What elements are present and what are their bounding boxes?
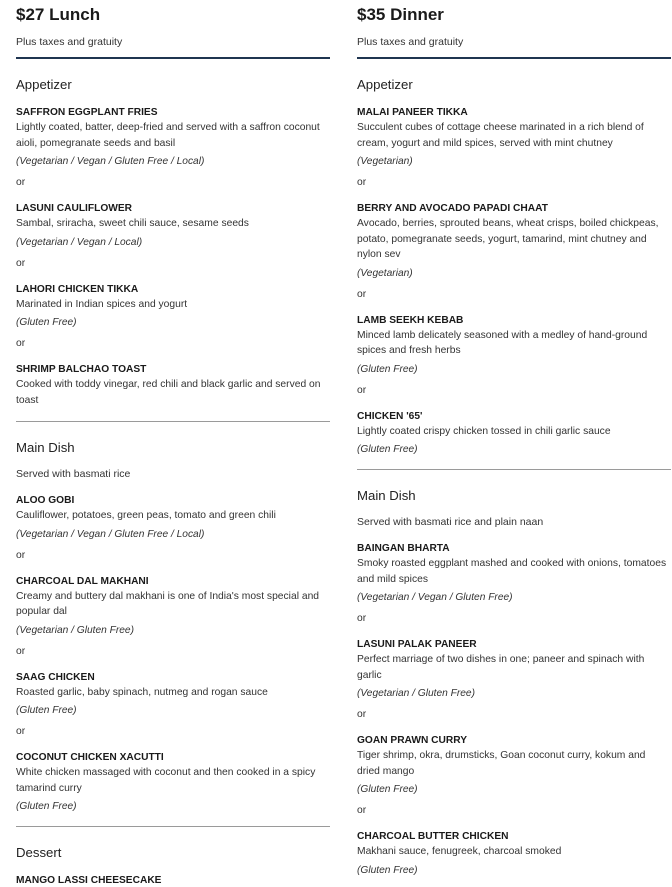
- menu-item: [16, 363, 330, 408]
- or-separator: or: [16, 257, 26, 269]
- or-separator: or: [357, 805, 367, 816]
- or-separator: or: [357, 288, 367, 300]
- item-dietary-tags: (Vegetarian / Gluten Free): [357, 688, 475, 699]
- menu-item: [16, 494, 330, 541]
- item-dietary-tags: (Gluten Free): [357, 784, 418, 795]
- item-name: COCONUT CHICKEN XACUTTI: [16, 752, 164, 763]
- item-dietary-tags: (Gluten Free): [16, 705, 77, 716]
- section-divider: [16, 421, 330, 422]
- dinner-main-dish-section: [357, 488, 671, 877]
- item-name: SAFFRON EGGPLANT FRIES: [16, 107, 158, 118]
- item-description: Roasted garlic, baby spinach, nutmeg and rogan sauce: [16, 686, 268, 698]
- dinner-appetizer-section: [357, 77, 671, 470]
- dinner-title-divider: [357, 57, 671, 59]
- item-dietary-tags: (Vegetarian): [357, 156, 413, 167]
- dinner-column: [357, 0, 671, 877]
- menu-item: [16, 751, 330, 813]
- item-dietary-tags: (Vegetarian / Vegan / Local): [16, 236, 143, 248]
- item-name: LASUNI PALAK PANEER: [357, 639, 477, 650]
- menu-item: [16, 671, 330, 718]
- item-name: CHICKEN '65': [357, 410, 423, 422]
- section-title: Main Dish: [357, 488, 416, 503]
- item-description: Makhani sauce, fenugreek, charcoal smoked: [357, 846, 562, 857]
- dinner-subtitle: Plus taxes and gratuity: [357, 36, 464, 48]
- item-description: Avocado, berries, sprouted beans, wheat crisps, boiled chickpeas, potato, pomegranate seeds, yogurt, tamarind, mint chutney and nylon sev: [357, 218, 659, 260]
- or-separator: or: [357, 384, 367, 396]
- section-title: Main Dish: [16, 440, 75, 455]
- dinner-title: $35 Dinner: [357, 5, 444, 24]
- item-name: CHARCOAL BUTTER CHICKEN: [357, 831, 509, 842]
- item-dietary-tags: (Vegetarian): [357, 267, 413, 279]
- item-name: BAINGAN BHARTA: [357, 543, 450, 554]
- item-description: Lightly coated, batter, deep-fried and served with a saffron coconut aioli, pomegranate seeds and basil: [16, 122, 320, 149]
- item-description: Smoky roasted eggplant mashed and cooked with onions, tomatoes and mild spices: [357, 558, 667, 585]
- or-separator: or: [357, 709, 367, 720]
- item-description: Sambal, sriracha, sweet chili sauce, sesame seeds: [16, 218, 249, 229]
- lunch-title-divider: [16, 57, 330, 59]
- item-description: Succulent cubes of cottage cheese marinated in a rich blend of cream, yogurt and mild spices, served with mint chutney: [357, 122, 644, 149]
- menu-item: [16, 106, 330, 168]
- menu-item: [357, 638, 671, 700]
- item-name: SAAG CHICKEN: [16, 671, 95, 683]
- menu-item: [357, 830, 671, 877]
- section-divider: [16, 826, 330, 827]
- lunch-title: $27 Lunch: [16, 5, 101, 24]
- menu-item: [357, 314, 671, 376]
- or-separator: or: [16, 338, 26, 349]
- menu-item: [357, 410, 671, 457]
- lunch-subtitle: Plus taxes and gratuity: [16, 36, 123, 48]
- item-dietary-tags: (Vegetarian / Vegan / Gluten Free / Local): [16, 528, 205, 540]
- item-name: LAHORI CHICKEN TIKKA: [16, 283, 139, 295]
- item-dietary-tags: (Gluten Free): [357, 444, 418, 455]
- item-name: MALAI PANEER TIKKA: [357, 107, 468, 118]
- menu-item: [16, 202, 330, 249]
- item-description: Lightly coated crispy chicken tossed in chili garlic sauce: [357, 425, 611, 437]
- or-separator: or: [16, 549, 26, 561]
- item-name: MANGO LASSI CHEESECAKE: [16, 875, 162, 886]
- item-dietary-tags: (Vegetarian / Vegan / Gluten Free): [357, 592, 513, 603]
- lunch-column: [16, 0, 330, 887]
- lunch-main-dish-section: [16, 440, 330, 827]
- item-name: GOAN PRAWN CURRY: [357, 735, 467, 746]
- menu-item: [357, 542, 671, 604]
- or-separator: or: [357, 613, 367, 624]
- item-name: LASUNI CAULIFLOWER: [16, 203, 133, 214]
- menu-item: [16, 283, 330, 330]
- or-separator: or: [357, 177, 367, 188]
- item-dietary-tags: (Gluten Free): [357, 864, 418, 876]
- item-dietary-tags: (Gluten Free): [357, 363, 418, 375]
- section-title: Dessert: [16, 845, 62, 860]
- item-dietary-tags: (Gluten Free): [16, 317, 77, 328]
- item-description: Marinated in Indian spices and yogurt: [16, 298, 188, 310]
- item-description: Tiger shrimp, okra, drumsticks, Goan coconut curry, kokum and dried mango: [357, 750, 646, 777]
- section-note: Served with basmati rice: [16, 468, 131, 480]
- item-description: White chicken massaged with coconut and then cooked in a spicy tamarind curry: [16, 767, 316, 794]
- item-description: Perfect marriage of two dishes in one; paneer and spinach with garlic: [357, 654, 645, 681]
- item-description: Minced lamb delicately seasoned with a medley of hand-ground spices and fresh herbs: [357, 329, 648, 356]
- item-dietary-tags: (Vegetarian / Gluten Free): [16, 624, 134, 636]
- or-separator: or: [16, 726, 26, 737]
- menu-item: [357, 734, 671, 796]
- menu-item: [357, 106, 671, 168]
- item-description: Cauliflower, potatoes, green peas, tomato and green chili: [16, 510, 276, 521]
- item-name: BERRY AND AVOCADO PAPADI CHAAT: [357, 203, 548, 214]
- item-name: CHARCOAL DAL MAKHANI: [16, 575, 149, 587]
- or-separator: or: [16, 645, 26, 657]
- item-dietary-tags: (Gluten Free): [16, 801, 77, 812]
- item-description: Creamy and buttery dal makhani is one of India's most special and popular dal: [16, 590, 320, 617]
- item-description: Cooked with toddy vinegar, red chili and black garlic and served on toast: [16, 379, 321, 406]
- section-title: Appetizer: [357, 77, 413, 92]
- item-name: LAMB SEEKH KEBAB: [357, 314, 464, 326]
- section-title: Appetizer: [16, 77, 72, 92]
- item-name: SHRIMP BALCHAO TOAST: [16, 364, 147, 375]
- item-name: ALOO GOBI: [16, 495, 75, 506]
- menu-item: [16, 874, 330, 887]
- item-dietary-tags: (Vegetarian / Vegan / Gluten Free / Local): [16, 156, 205, 167]
- section-note: Served with basmati rice and plain naan: [357, 516, 544, 528]
- lunch-dessert-section: [16, 845, 330, 887]
- menu-item: [357, 202, 671, 280]
- or-separator: or: [16, 177, 26, 188]
- section-divider: [357, 469, 671, 470]
- lunch-appetizer-section: [16, 77, 330, 422]
- menu-item: [16, 575, 330, 637]
